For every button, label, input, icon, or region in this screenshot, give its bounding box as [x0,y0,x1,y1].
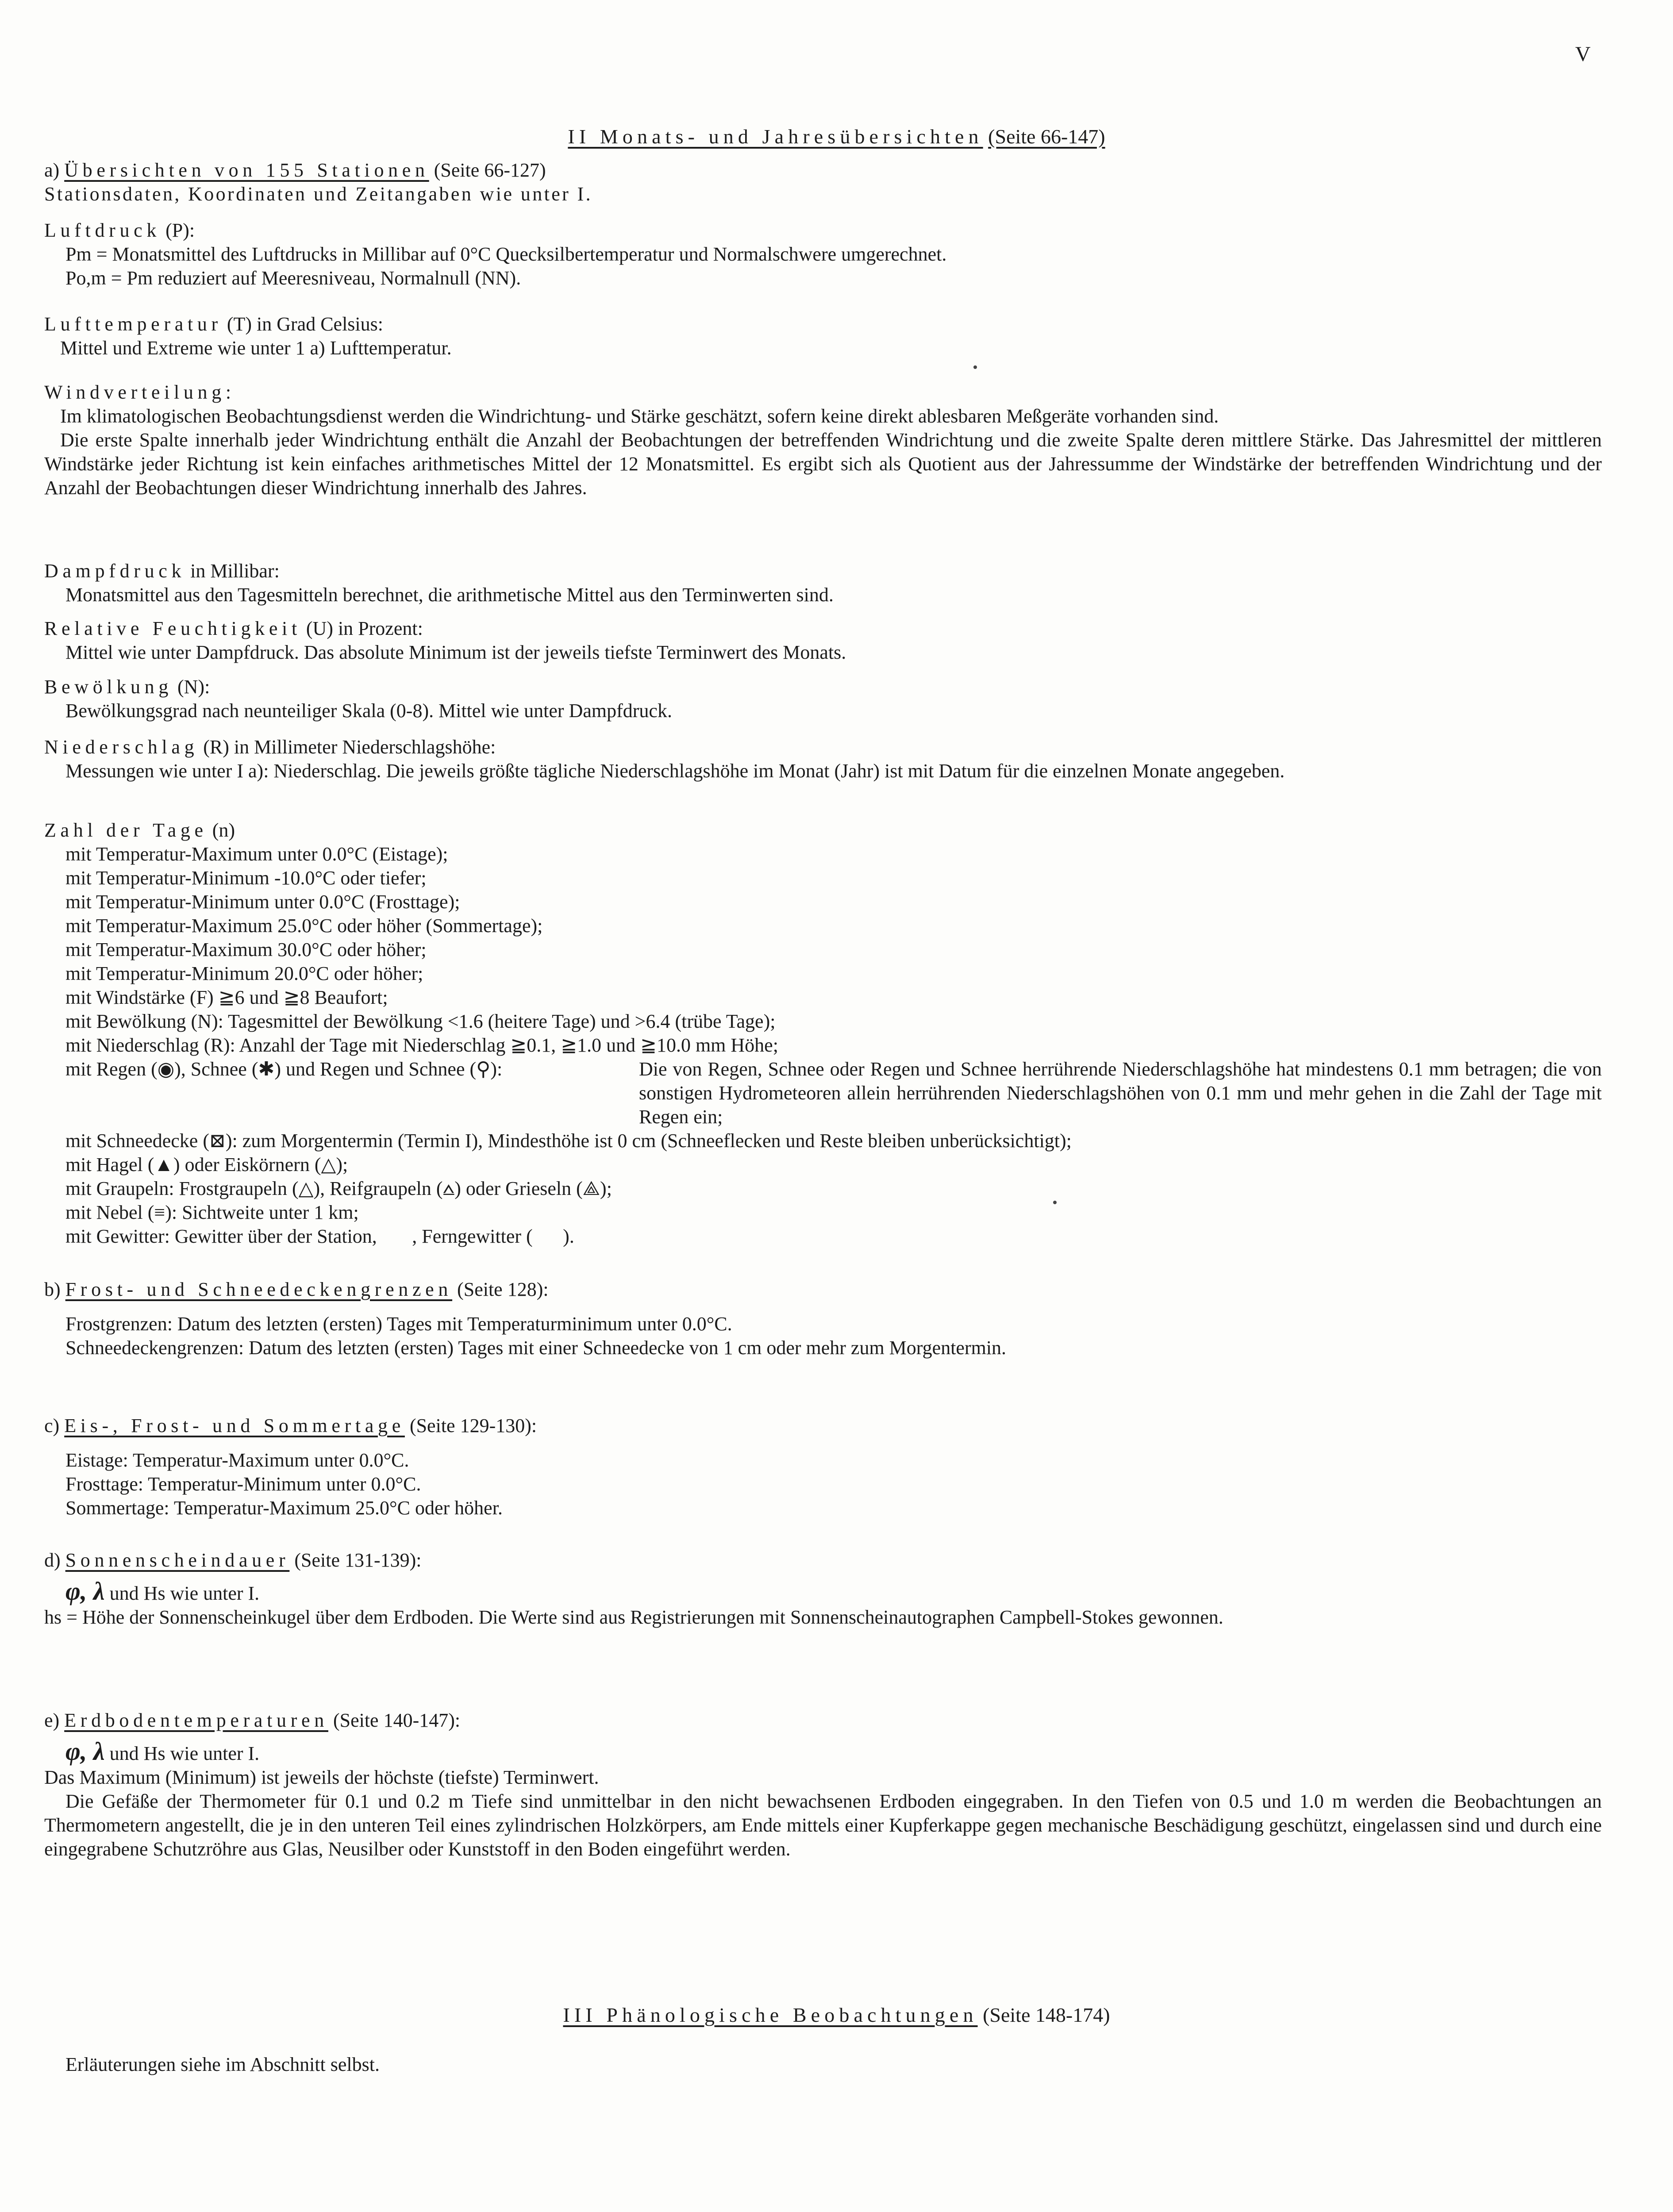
subsection-e-line-1-rest: und Hs wie unter I. [109,1743,260,1764]
subsection-d-title: Sonnenscheindauer [65,1549,290,1571]
tage-item: mit Bewölkung (N): Tagesmittel der Bewölkung <1.6 (heitere Tage) und >6.4 (trübe Tage); [65,1010,776,1032]
feuchtigkeit-heading [44,617,1602,641]
phi-lambda-symbols: φ, λ [65,1577,105,1605]
luftdruck-heading-term: Luftdruck [44,219,161,241]
tage-regen-text: Die von Regen, Schnee oder Regen und Schnee herrührende Niederschlagshöhe hat mindestens 0.1 mm betragen; die von sonstigen Hydrometeoren allein herrührenden Niederschlagshöhen von 0.1 mm und mehr gehen in die Zahl der Tage mit Regen ein; [639,1058,1602,1128]
lufttemperatur-block [44,312,1602,360]
subsection-b-heading [44,1278,1602,1302]
lufttemperatur-line-1: Mittel und Extreme wie unter 1 a) Lufttemperatur. [60,337,452,359]
dampfdruck-heading-rest: in Millibar: [190,560,280,582]
feuchtigkeit-line-1: Mittel wie unter Dampfdruck. Das absolute Minimum ist der jeweils tiefste Terminwert des Monats. [65,641,846,663]
subsection-e-pages: (Seite 140-147): [333,1709,461,1731]
tage-item: mit Graupeln: Frostgraupeln (△), Reifgraupeln (⩟) oder Grieseln (⟁); [65,1178,612,1199]
section-3-heading: III Phänologische Beobachtungen [563,2004,978,2026]
tage-schnee-text: Mindesthöhe ist 0 cm (Schneeflecken und Reste bleiben unberücksichtigt); [488,1130,1072,1152]
niederschlag-line-1: Messungen wie unter I a): Niederschlag. Die jeweils größte tägliche Niederschlagshöhe im Monat (Jahr) ist mit Datum für die einzelnen Monate angegeben. [65,760,1285,782]
page-number: V [1575,42,1591,66]
subsection-b-title: Frost- und Schneedeckengrenzen [65,1279,453,1300]
tage-item: mit Gewitter: Gewitter über der Station, ⌈⃥, Ferngewitter (⌈⃥). [65,1225,574,1247]
tage-item: mit Temperatur-Minimum 20.0°C oder höher; [65,963,423,984]
tage-item: mit Nebel (≡): Sichtweite unter 1 km; [65,1202,359,1223]
subsection-e [44,1709,1602,1861]
tage-item-schneedecke [65,1129,1602,1153]
subsection-d-heading [44,1548,1602,1572]
tage-item: mit Hagel (▲) oder Eiskörnern (△); [65,1154,348,1175]
subsection-a-pages: (Seite 66-127) [434,159,546,181]
niederschlag-heading [44,735,1602,759]
bewoelkung-heading [44,675,1602,699]
subsection-c-line-3: Sommertage: Temperatur-Maximum 25.0°C oder höher. [65,1497,503,1519]
niederschlag-heading-term: Niederschlag [44,736,199,758]
zahl-der-tage-heading [44,818,1602,842]
subsection-e-title: Erdbodentemperaturen [64,1709,328,1731]
tage-item: mit Temperatur-Maximum 25.0°C oder höher (Sommertage); [65,915,543,937]
subsection-c [44,1414,1602,1520]
tage-schnee-lead: mit Schneedecke (⊠): zum Morgentermin (Termin I), [65,1130,483,1152]
bewoelkung-heading-rest: (N): [177,676,210,698]
lufttemperatur-heading-rest: (T) in Grad Celsius: [227,313,384,335]
subsection-d-pages: (Seite 131-139): [294,1549,422,1571]
zahl-der-tage-block [44,818,1602,1248]
section-3-pages: (Seite 148-174) [983,2004,1110,2026]
subsection-e-para: Die Gefäße der Thermometer für 0.1 und 0.2 m Tiefe sind unmittelbar in den nicht bewachsenen Erdboden eingegraben. In den Tiefen von 0.5 und 1.0 m werden die Beobachtungen an Thermometern angestellt, die je in den unteren Teil eines zylindrischen Holzkörpers, am Ende mittels einer Kupferkappe gegen mechanische Beschädigung geschützt, eingelassen sind und durch eine eingegrabene Schutzröhre aus Glas, Neusilber oder Kunststoff in den Boden eingeführt werden. [44,1790,1602,1860]
tage-item: mit Niederschlag (R): Anzahl der Tage mit Niederschlag ≧0.1, ≧1.0 und ≧10.0 mm Höhe; [65,1034,778,1056]
subsection-d-line-1-rest: und Hs wie unter I. [109,1582,260,1604]
zahl-der-tage-heading-term: Zahl der Tage [44,819,208,841]
niederschlag-heading-rest: (R) in Millimeter Niederschlagshöhe: [203,736,496,758]
bewoelkung-line-1: Bewölkungsgrad nach neunteiliger Skala (0-8). Mittel wie unter Dampfdruck. [65,700,672,722]
feuchtigkeit-block [44,617,1602,664]
section-2-pages: (Seite 66-147) [988,125,1105,148]
scan-speck [973,365,977,369]
luftdruck-heading-rest: (P): [165,219,195,241]
dampfdruck-line-1: Monatsmittel aus den Tagesmitteln berechnet, die arithmetische Mittel aus den Terminwerten sind. [65,584,834,606]
luftdruck-line-2: Po,m = Pm reduziert auf Meeresniveau, Normalnull (NN). [65,267,521,289]
scan-speck [1053,1201,1057,1204]
tage-item: mit Windstärke (F) ≧6 und ≧8 Beaufort; [65,987,388,1008]
subsection-a-heading [44,158,1602,182]
subsection-b-line-2: Schneedeckengrenzen: Datum des letzten (ersten) Tages mit einer Schneedecke von 1 cm oder mehr zum Morgentermin. [65,1337,1007,1359]
windverteilung-para-2: Die erste Spalte innerhalb jeder Windrichtung enthält die Anzahl der Beobachtungen der betreffenden Windrichtung und die zweite Spalte deren mittlere Stärke. Das Jahresmittel der mittleren Windstärke jeder Richtung ist kein einfaches arithmetisches Mittel der 12 Monatsmittel. Es ergibt sich als Quotient aus der Jahressumme der Windstärke der betreffenden Windrichtung und der Anzahl der Beobachtungen dieser Windrichtung innerhalb des Jahres. [44,429,1602,499]
dampfdruck-heading [44,559,1602,583]
phi-lambda-symbols: φ, λ [65,1737,105,1766]
feuchtigkeit-heading-term: Relative Feuchtigkeit [44,618,301,639]
lufttemperatur-heading-term: Lufttemperatur [44,313,222,335]
subsection-c-line-2: Frosttage: Temperatur-Minimum unter 0.0°C. [65,1473,421,1495]
tage-item: mit Temperatur-Minimum -10.0°C oder tiefer; [65,867,427,889]
subsection-a-title: Übersichten von 155 Stationen [64,159,429,181]
tage-regen-lead: mit Regen (◉), Schnee (✱) und Regen und Schnee (⚲): [65,1058,503,1080]
subsection-b-line-1: Frostgrenzen: Datum des letzten (ersten) Tages mit Temperaturminimum unter 0.0°C. [65,1313,732,1335]
subsection-d [44,1548,1602,1629]
subsection-e-heading [44,1709,1602,1732]
luftdruck-line-1: Pm = Monatsmittel des Luftdrucks in Millibar auf 0°C Quecksilbertemperatur und Normalschwere umgerechnet. [65,243,947,265]
subsection-d-line-1 [44,1579,1602,1605]
subsection-e-line-2: Das Maximum (Minimum) ist jeweils der höchste (tiefste) Terminwert. [44,1767,599,1788]
subsection-e-label: e) [44,1709,60,1731]
section-3-title [0,2003,1673,2027]
tage-item: mit Temperatur-Maximum unter 0.0°C (Eistage); [65,843,448,865]
dampfdruck-heading-term: Dampfdruck [44,560,186,582]
subsection-b-pages: (Seite 128): [457,1279,549,1300]
bewoelkung-block [44,675,1602,723]
tage-item-regen [65,1057,1602,1129]
luftdruck-block [44,219,1602,290]
bewoelkung-heading-term: Bewölkung [44,676,173,698]
subsection-c-title: Eis-, Frost- und Sommertage [64,1415,405,1436]
zahl-der-tage-heading-rest: (n) [212,819,235,841]
section-3-line-1: Erläuterungen siehe im Abschnitt selbst. [65,2054,380,2075]
section-2-title [0,125,1673,149]
windverteilung-para-1: Im klimatologischen Beobachtungsdienst werden die Windrichtung- und Stärke geschätzt, sofern keine direkt ablesbaren Meßgeräte vorhanden sind. [60,405,1219,427]
subsection-c-pages: (Seite 129-130): [409,1415,537,1436]
subsection-c-heading [44,1414,1602,1438]
luftdruck-heading [44,219,1602,242]
subsection-b-label: b) [44,1279,61,1300]
tage-item: mit Temperatur-Minimum unter 0.0°C (Frosttage); [65,891,460,913]
subsection-c-label: c) [44,1415,60,1436]
subsection-e-line-1 [44,1737,1602,1766]
section-2-heading: II Monats- und Jahresübersichten [568,125,983,148]
tage-item-list [44,842,1602,1248]
windverteilung-heading: Windverteilung: [44,381,235,403]
subsection-d-label: d) [44,1549,61,1571]
subsection-a-intro: Stationsdaten, Koordinaten und Zeitangaben wie unter I. [44,183,593,205]
subsection-a [44,158,1602,206]
niederschlag-block [44,735,1602,783]
windverteilung-block [44,380,1602,500]
tage-item: mit Temperatur-Maximum 30.0°C oder höher; [65,939,427,960]
dampfdruck-block [44,559,1602,607]
subsection-a-label: a) [44,159,60,181]
feuchtigkeit-heading-rest: (U) in Prozent: [306,618,423,639]
subsection-d-line-2: hs = Höhe der Sonnenscheinkugel über dem Erdboden. Die Werte sind aus Registrierungen mit Sonnenscheinautographen Campbell-Stokes gewonnen. [44,1606,1223,1628]
subsection-b [44,1278,1602,1360]
subsection-c-line-1: Eistage: Temperatur-Maximum unter 0.0°C. [65,1449,409,1471]
lufttemperatur-heading [44,312,1602,336]
